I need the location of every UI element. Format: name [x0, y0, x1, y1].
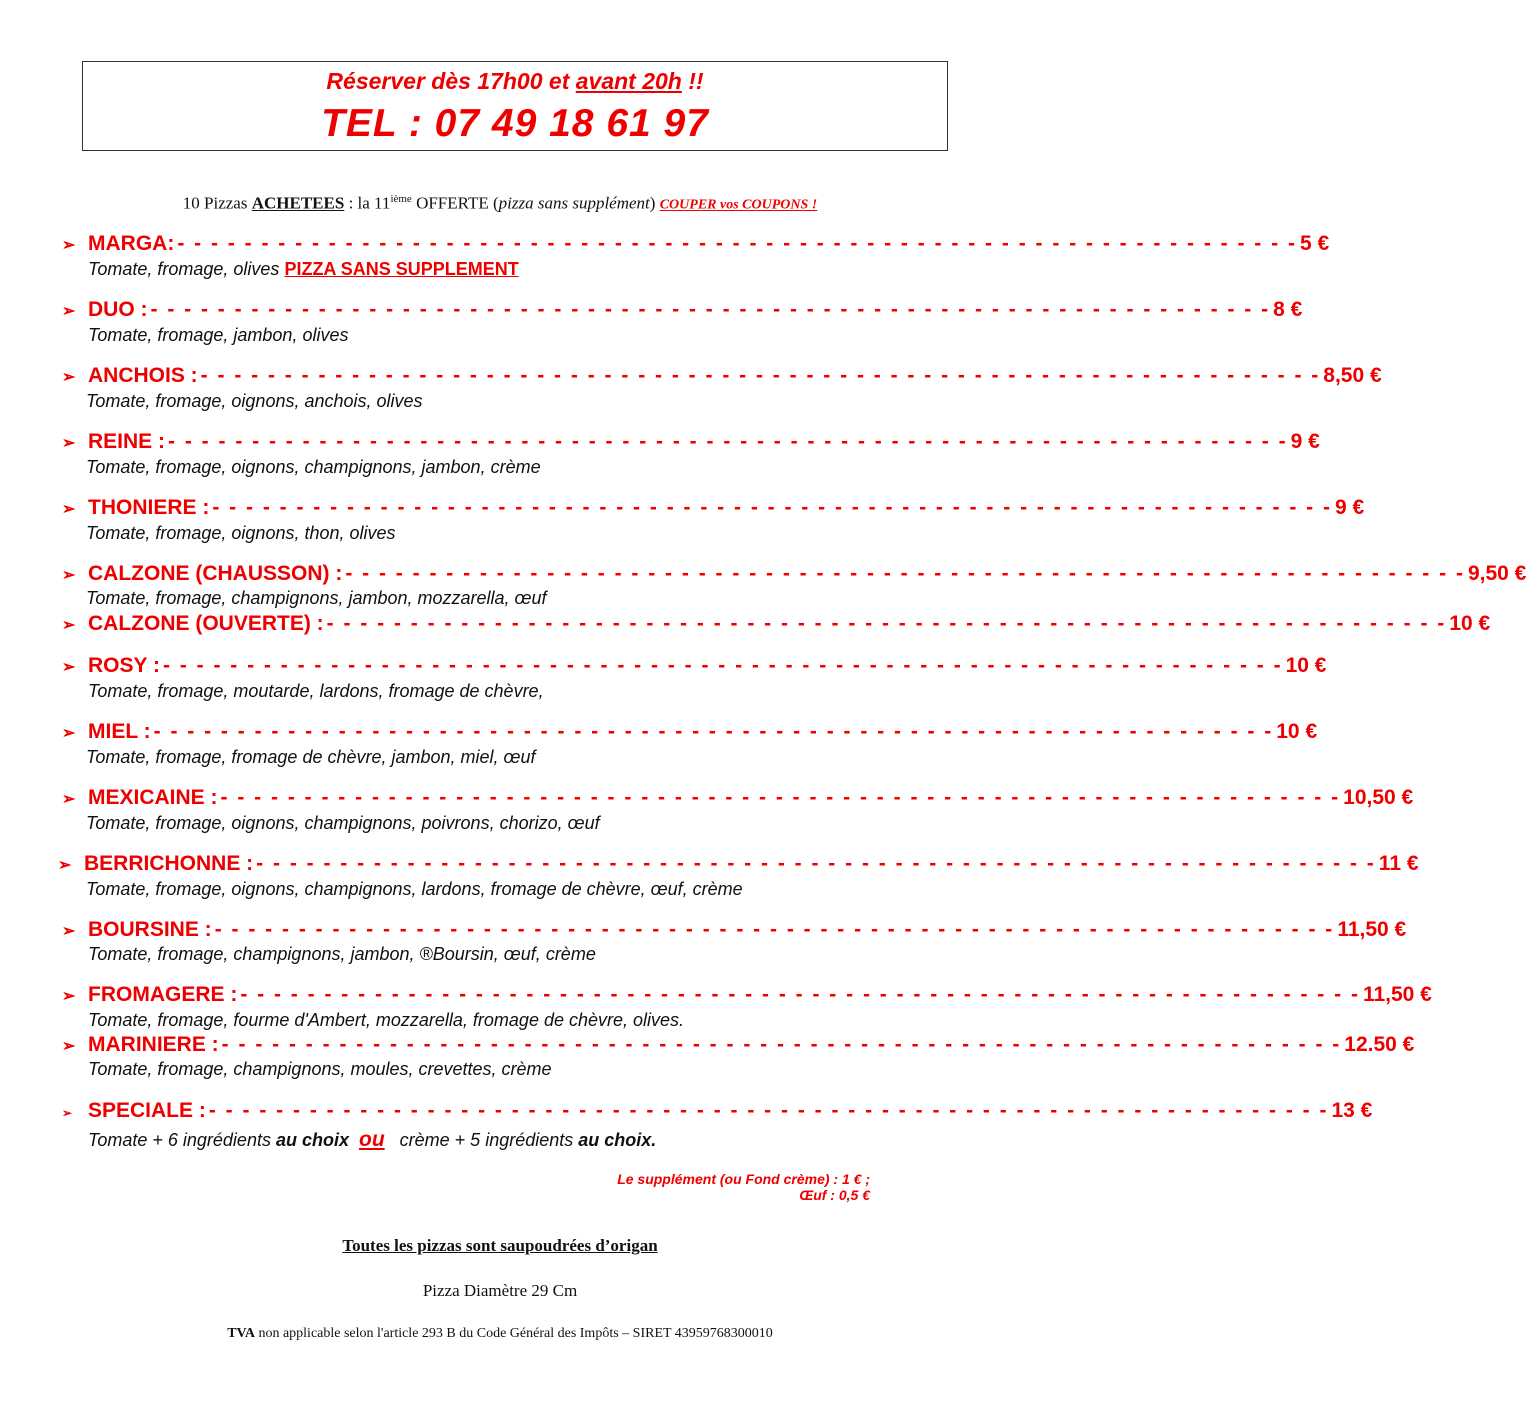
menu-item-calzone-ouverte: ➢ CALZONE (OUVERTE) : - - - - - - - - - - - - - - - - - - - - - - - - - - - - - - - - - - - - - - - - - - - - - - - - - - - - - - - - - - - - - - - - - - - 10 € [62, 612, 1491, 635]
arrow-bullet-icon: ➢ [62, 369, 76, 386]
reservation-box [82, 61, 948, 151]
menu-item-calzone-chausson: ➢ CALZONE (CHAUSSON) : - - - - - - - - - - - - - - - - - - - - - - - - - - - - - - - - - - - - - - - - - - - - - - - - - - - - - - - - - - - - - - - - - - - 9,50 € [62, 562, 1526, 585]
arrow-bullet-icon: ➢ [62, 791, 76, 808]
pizza-diameter: Pizza Diamètre 29 Cm [422, 1281, 578, 1300]
origan-note: Toutes les pizzas sont saupoudrées d’origan [342, 1236, 658, 1255]
arrow-bullet-icon: ➢ [62, 923, 76, 940]
arrow-bullet-icon: ➢ [62, 567, 76, 584]
menu-item-desc: Tomate, fromage, oignons, thon, olives [86, 523, 396, 543]
menu-item-fromagere: ➢ FROMAGERE : - - - - - - - - - - - - - - - - - - - - - - - - - - - - - - - - - - - - - - - - - - - - - - - - - - - - - - - - - - - - - - - - - - - 11,50 € [62, 983, 1432, 1006]
menu-item-duo: ➢ DUO : - - - - - - - - - - - - - - - - - - - - - - - - - - - - - - - - - - - - - - - - - - - - - - - - - - - - - - - - - - - - - - - - - - - 8 € [62, 298, 1303, 321]
arrow-bullet-icon: ➢ [62, 659, 76, 676]
menu-item-desc: Tomate, fromage, moutarde, lardons, fromage de chèvre, [88, 681, 544, 701]
menu-item-desc: Tomate, fromage, champignons, jambon, mozzarella, œuf [86, 588, 547, 608]
menu-item-reine: ➢ REINE : - - - - - - - - - - - - - - - - - - - - - - - - - - - - - - - - - - - - - - - - - - - - - - - - - - - - - - - - - - - - - - - - - - - 9 € [62, 430, 1320, 453]
menu-item-desc: Tomate, fromage, oignons, champignons, poivrons, chorizo, œuf [86, 813, 600, 833]
arrow-bullet-icon: ➢ [62, 501, 76, 518]
menu-item-marga: ➢ MARGA: - - - - - - - - - - - - - - - - - - - - - - - - - - - - - - - - - - - - - - - - - - - - - - - - - - - - - - - - - - - - - - - - - - - 5 € [62, 232, 1330, 255]
arrow-bullet-icon: ➢ [62, 617, 76, 634]
arrow-bullet-icon: ➢ [62, 725, 76, 742]
phone-number: TEL : 07 49 18 61 97 [321, 102, 709, 145]
menu-item-desc: Tomate, fromage, champignons, jambon, ®Boursin, œuf, crème [88, 944, 596, 964]
arrow-bullet-icon: ➢ [62, 237, 76, 254]
arrow-bullet-icon: ➢ [58, 857, 72, 874]
menu-item-desc: Tomate, fromage, fourme d'Ambert, mozzarella, fromage de chèvre, olives. [88, 1010, 685, 1030]
menu-item-desc: Tomate + 6 ingrédients au choix ou crème + 5 ingrédients au choix. [88, 1128, 657, 1151]
menu-item-desc: Tomate, fromage, oignons, champignons, lardons, fromage de chèvre, œuf, crème [86, 879, 743, 899]
arrow-bullet-icon: ➢ [62, 988, 76, 1005]
menu-item-anchois: ➢ ANCHOIS : - - - - - - - - - - - - - - - - - - - - - - - - - - - - - - - - - - - - - - - - - - - - - - - - - - - - - - - - - - - - - - - - - - - 8,50 € [62, 364, 1382, 387]
menu-item-desc: Tomate, fromage, jambon, olives [88, 325, 349, 345]
menu-item-desc: Tomate, fromage, oignons, anchois, olives [86, 391, 423, 411]
menu-item-miel: ➢ MIEL : - - - - - - - - - - - - - - - - - - - - - - - - - - - - - - - - - - - - - - - - - - - - - - - - - - - - - - - - - - - - - - - - - - - 10 € [62, 720, 1318, 743]
menu-item-desc: Tomate, fromage, oignons, champignons, jambon, crème [86, 457, 541, 477]
menu-item-desc: Tomate, fromage, olives PIZZA SANS SUPPLEMENT [88, 259, 519, 279]
menu-item-mariniere: ➢ MARINIERE : - - - - - - - - - - - - - - - - - - - - - - - - - - - - - - - - - - - - - - - - - - - - - - - - - - - - - - - - - - - - - - - - - - - 12.50 € [62, 1033, 1415, 1056]
menu-item-desc: Tomate, fromage, fromage de chèvre, jambon, miel, œuf [86, 747, 536, 767]
menu-item-desc: Tomate, fromage, champignons, moules, crevettes, crème [88, 1059, 552, 1079]
menu-item-rosy: ➢ ROSY : - - - - - - - - - - - - - - - - - - - - - - - - - - - - - - - - - - - - - - - - - - - - - - - - - - - - - - - - - - - - - - - - - - - 10 € [62, 654, 1327, 677]
menu-item-speciale: ➢ SPECIALE : - - - - - - - - - - - - - - - - - - - - - - - - - - - - - - - - - - - - - - - - - - - - - - - - - - - - - - - - - - - - - - - - - - - 13 € [62, 1099, 1373, 1122]
arrow-bullet-icon: ➢ [62, 435, 76, 452]
supplement-note: Le supplément (ou Fond crème) : 1 € ; Œuf : 0,5 € [617, 1171, 870, 1203]
menu-item-boursine: ➢ BOURSINE : - - - - - - - - - - - - - - - - - - - - - - - - - - - - - - - - - - - - - - - - - - - - - - - - - - - - - - - - - - - - - - - - - - - 11,50 € [62, 918, 1407, 941]
arrow-bullet-icon: ➢ [62, 303, 76, 320]
reservation-hours: Réserver dès 17h00 et avant 20h !! [326, 68, 704, 94]
loyalty-offer: 10 Pizzas ACHETEES : la 11ième OFFERTE (pizza sans supplément) COUPER vos COUPONS ! [182, 193, 818, 213]
arrow-bullet-icon: ➢ [62, 1038, 76, 1055]
arrow-bullet-icon: ➢ [62, 1106, 73, 1120]
menu-item-thoniere: ➢ THONIERE : - - - - - - - - - - - - - - - - - - - - - - - - - - - - - - - - - - - - - - - - - - - - - - - - - - - - - - - - - - - - - - - - - - - 9 € [62, 496, 1365, 519]
legal-footer: TVA non applicable selon l'article 293 B du Code Général des Impôts – SIRET 43959768300010 [227, 1326, 773, 1341]
menu-item-berrichonne: ➢ BERRICHONNE : - - - - - - - - - - - - - - - - - - - - - - - - - - - - - - - - - - - - - - - - - - - - - - - - - - - - - - - - - - - - - - - - - - - 11 € [58, 852, 1419, 875]
menu-item-mexicaine: ➢ MEXICAINE : - - - - - - - - - - - - - - - - - - - - - - - - - - - - - - - - - - - - - - - - - - - - - - - - - - - - - - - - - - - - - - - - - - - 10,50 € [62, 786, 1414, 809]
